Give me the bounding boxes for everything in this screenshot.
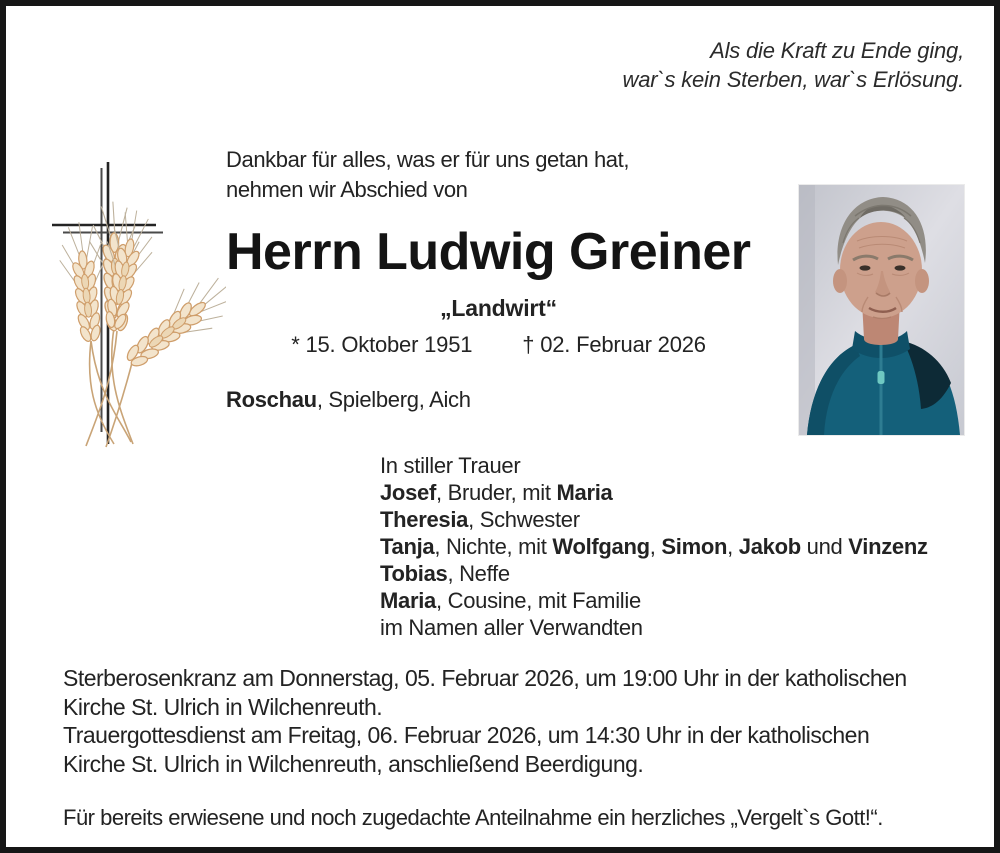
occupation-label: „Landwirt“ [440, 295, 557, 321]
mourner-line: Maria, Cousine, mit Familie [380, 588, 641, 613]
intro-line-2: nehmen wir Abschied von [226, 177, 468, 202]
life-dates [226, 332, 771, 358]
service-line-1: Sterberosenkranz am Donnerstag, 05. Februar 2026, um 19:00 Uhr in der katholischen [63, 665, 907, 691]
mourner-line: Josef, Bruder, mit Maria [380, 480, 613, 505]
cross-and-wheat-illustration [36, 144, 226, 456]
service-line-2: Kirche St. Ulrich in Wilchenreuth. [63, 693, 383, 720]
deceased-details [226, 295, 771, 358]
birth-date: * 15. Oktober 1951 [291, 332, 473, 357]
memorial-quote [623, 36, 964, 94]
service-announcements [63, 664, 907, 778]
portrait-svg [799, 185, 964, 435]
mourners-heading: In stiller Trauer [380, 453, 521, 478]
wheat-stems [86, 328, 133, 447]
wheat-icon [56, 201, 226, 382]
intro-line-1: Dankbar für alles, was er für uns getan hat, [226, 147, 630, 172]
residence-line: Roschau, Spielberg, Aich [226, 387, 471, 412]
cross-wheat-svg [36, 144, 226, 456]
mourners-list [380, 452, 928, 641]
mourner-line: Theresia, Schwester [380, 507, 580, 532]
memorial-quote-line-2: war`s kein Sterben, war`s Erlösung. [622, 67, 964, 92]
mourners-closing: im Namen aller Verwandten [380, 615, 643, 640]
service-line-3: Trauergottesdienst am Freitag, 06. Februar 2026, um 14:30 Uhr in der katholischen [63, 722, 870, 748]
intro-text [226, 145, 629, 205]
portrait-photo [799, 185, 964, 435]
mourner-line: Tobias, Neffe [380, 561, 510, 586]
deceased-name: Herrn Ludwig Greiner [226, 223, 751, 281]
death-date: † 02. Februar 2026 [522, 332, 706, 357]
memorial-quote-line-1: Als die Kraft zu Ende ging, [710, 38, 964, 63]
thanks-line: Für bereits erwiesene und noch zugedachte Anteilnahme ein herzliches „Vergelt`s Gott!“. [63, 805, 883, 830]
service-line-4: Kirche St. Ulrich in Wilchenreuth, anschließend Beerdigung. [63, 750, 644, 777]
mourner-line: Tanja, Nichte, mit Wolfgang, Simon, Jakob und Vinzenz [380, 534, 928, 559]
